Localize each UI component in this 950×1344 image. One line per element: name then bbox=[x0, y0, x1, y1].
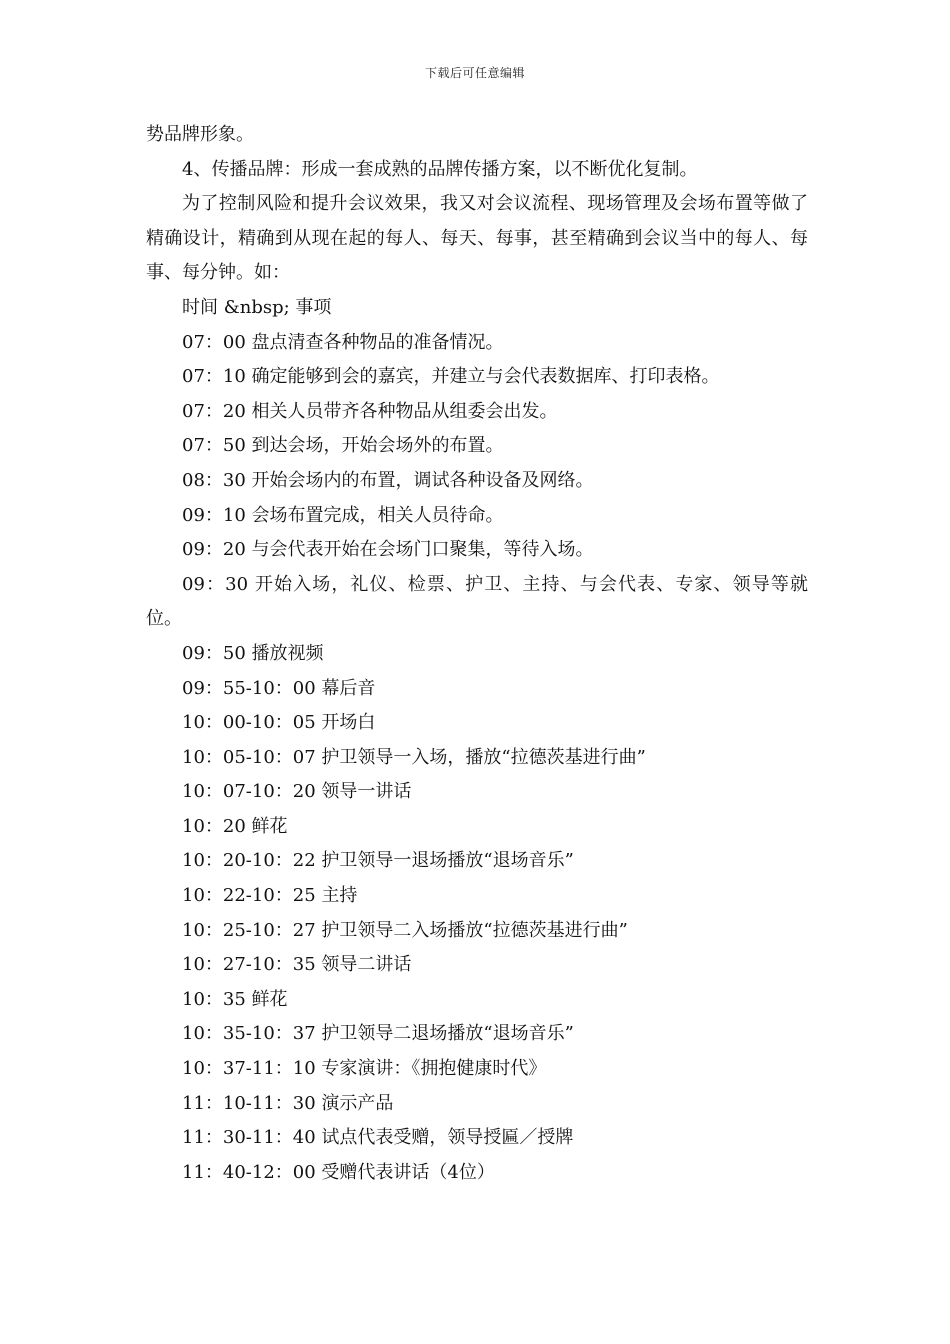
schedule-item: 11：30-11：40 试点代表受赠，领导授匾／授牌 bbox=[182, 1127, 574, 1149]
paragraph: 为了控制风险和提升会议效果，我又对会议流程、现场管理及会场布置等做了精确设计，精确到从现在起的每人、每天、每事，甚至精确到会议当中的每人、每事、每分钟。如： bbox=[146, 193, 808, 284]
schedule-item: 09：30 开始入场，礼仪、检票、护卫、主持、与会代表、专家、领导等就位。 bbox=[146, 573, 808, 630]
schedule-item: 10：22-10：25 主持 bbox=[182, 885, 358, 907]
schedule-item: 07：10 确定能够到会的嘉宾，并建立与会代表数据库、打印表格。 bbox=[182, 366, 720, 388]
paragraph: 时间 &nbsp; 事项 bbox=[182, 296, 332, 318]
schedule-item: 09：10 会场布置完成，相关人员待命。 bbox=[182, 504, 504, 526]
schedule-item: 07：50 到达会场，开始会场外的布置。 bbox=[182, 435, 504, 457]
document-body bbox=[146, 118, 808, 1190]
paragraph: 势品牌形象。 bbox=[146, 124, 254, 145]
schedule-item: 10：20 鲜花 bbox=[182, 815, 288, 837]
schedule-item: 10：05-10：07 护卫领导一入场，播放“拉德茨基进行曲” bbox=[182, 746, 646, 768]
schedule-item: 09：55-10：00 幕后音 bbox=[182, 677, 376, 699]
page-header: 下载后可任意编辑 bbox=[424, 66, 525, 80]
paragraph: 4、传播品牌：形成一套成熟的品牌传播方案，以不断优化复制。 bbox=[182, 158, 698, 180]
schedule-item: 07：00 盘点清查各种物品的准备情况。 bbox=[182, 331, 504, 353]
schedule-item: 10：37-11：10 专家演讲：《拥抱健康时代》 bbox=[182, 1058, 547, 1080]
schedule-item: 11：10-11：30 演示产品 bbox=[182, 1092, 394, 1114]
schedule-item: 10：07-10：20 领导一讲话 bbox=[182, 781, 412, 803]
schedule-item: 08：30 开始会场内的布置，调试各种设备及网络。 bbox=[182, 469, 594, 491]
schedule-item: 10：35-10：37 护卫领导二退场播放“退场音乐” bbox=[182, 1023, 574, 1045]
schedule-item: 10：35 鲜花 bbox=[182, 988, 288, 1010]
schedule-item: 10：00-10：05 开场白 bbox=[182, 712, 376, 734]
schedule-item: 10：27-10：35 领导二讲话 bbox=[182, 954, 412, 976]
schedule-item: 09：20 与会代表开始在会场门口聚集，等待入场。 bbox=[182, 539, 594, 561]
schedule-item: 11：40-12：00 受赠代表讲话（4位） bbox=[182, 1161, 495, 1183]
schedule-item: 10：25-10：27 护卫领导二入场播放“拉德茨基进行曲” bbox=[182, 919, 628, 941]
schedule-item: 07：20 相关人员带齐各种物品从组委会出发。 bbox=[182, 400, 558, 422]
schedule-item: 10：20-10：22 护卫领导一退场播放“退场音乐” bbox=[182, 850, 574, 872]
schedule-item: 09：50 播放视频 bbox=[182, 642, 324, 664]
